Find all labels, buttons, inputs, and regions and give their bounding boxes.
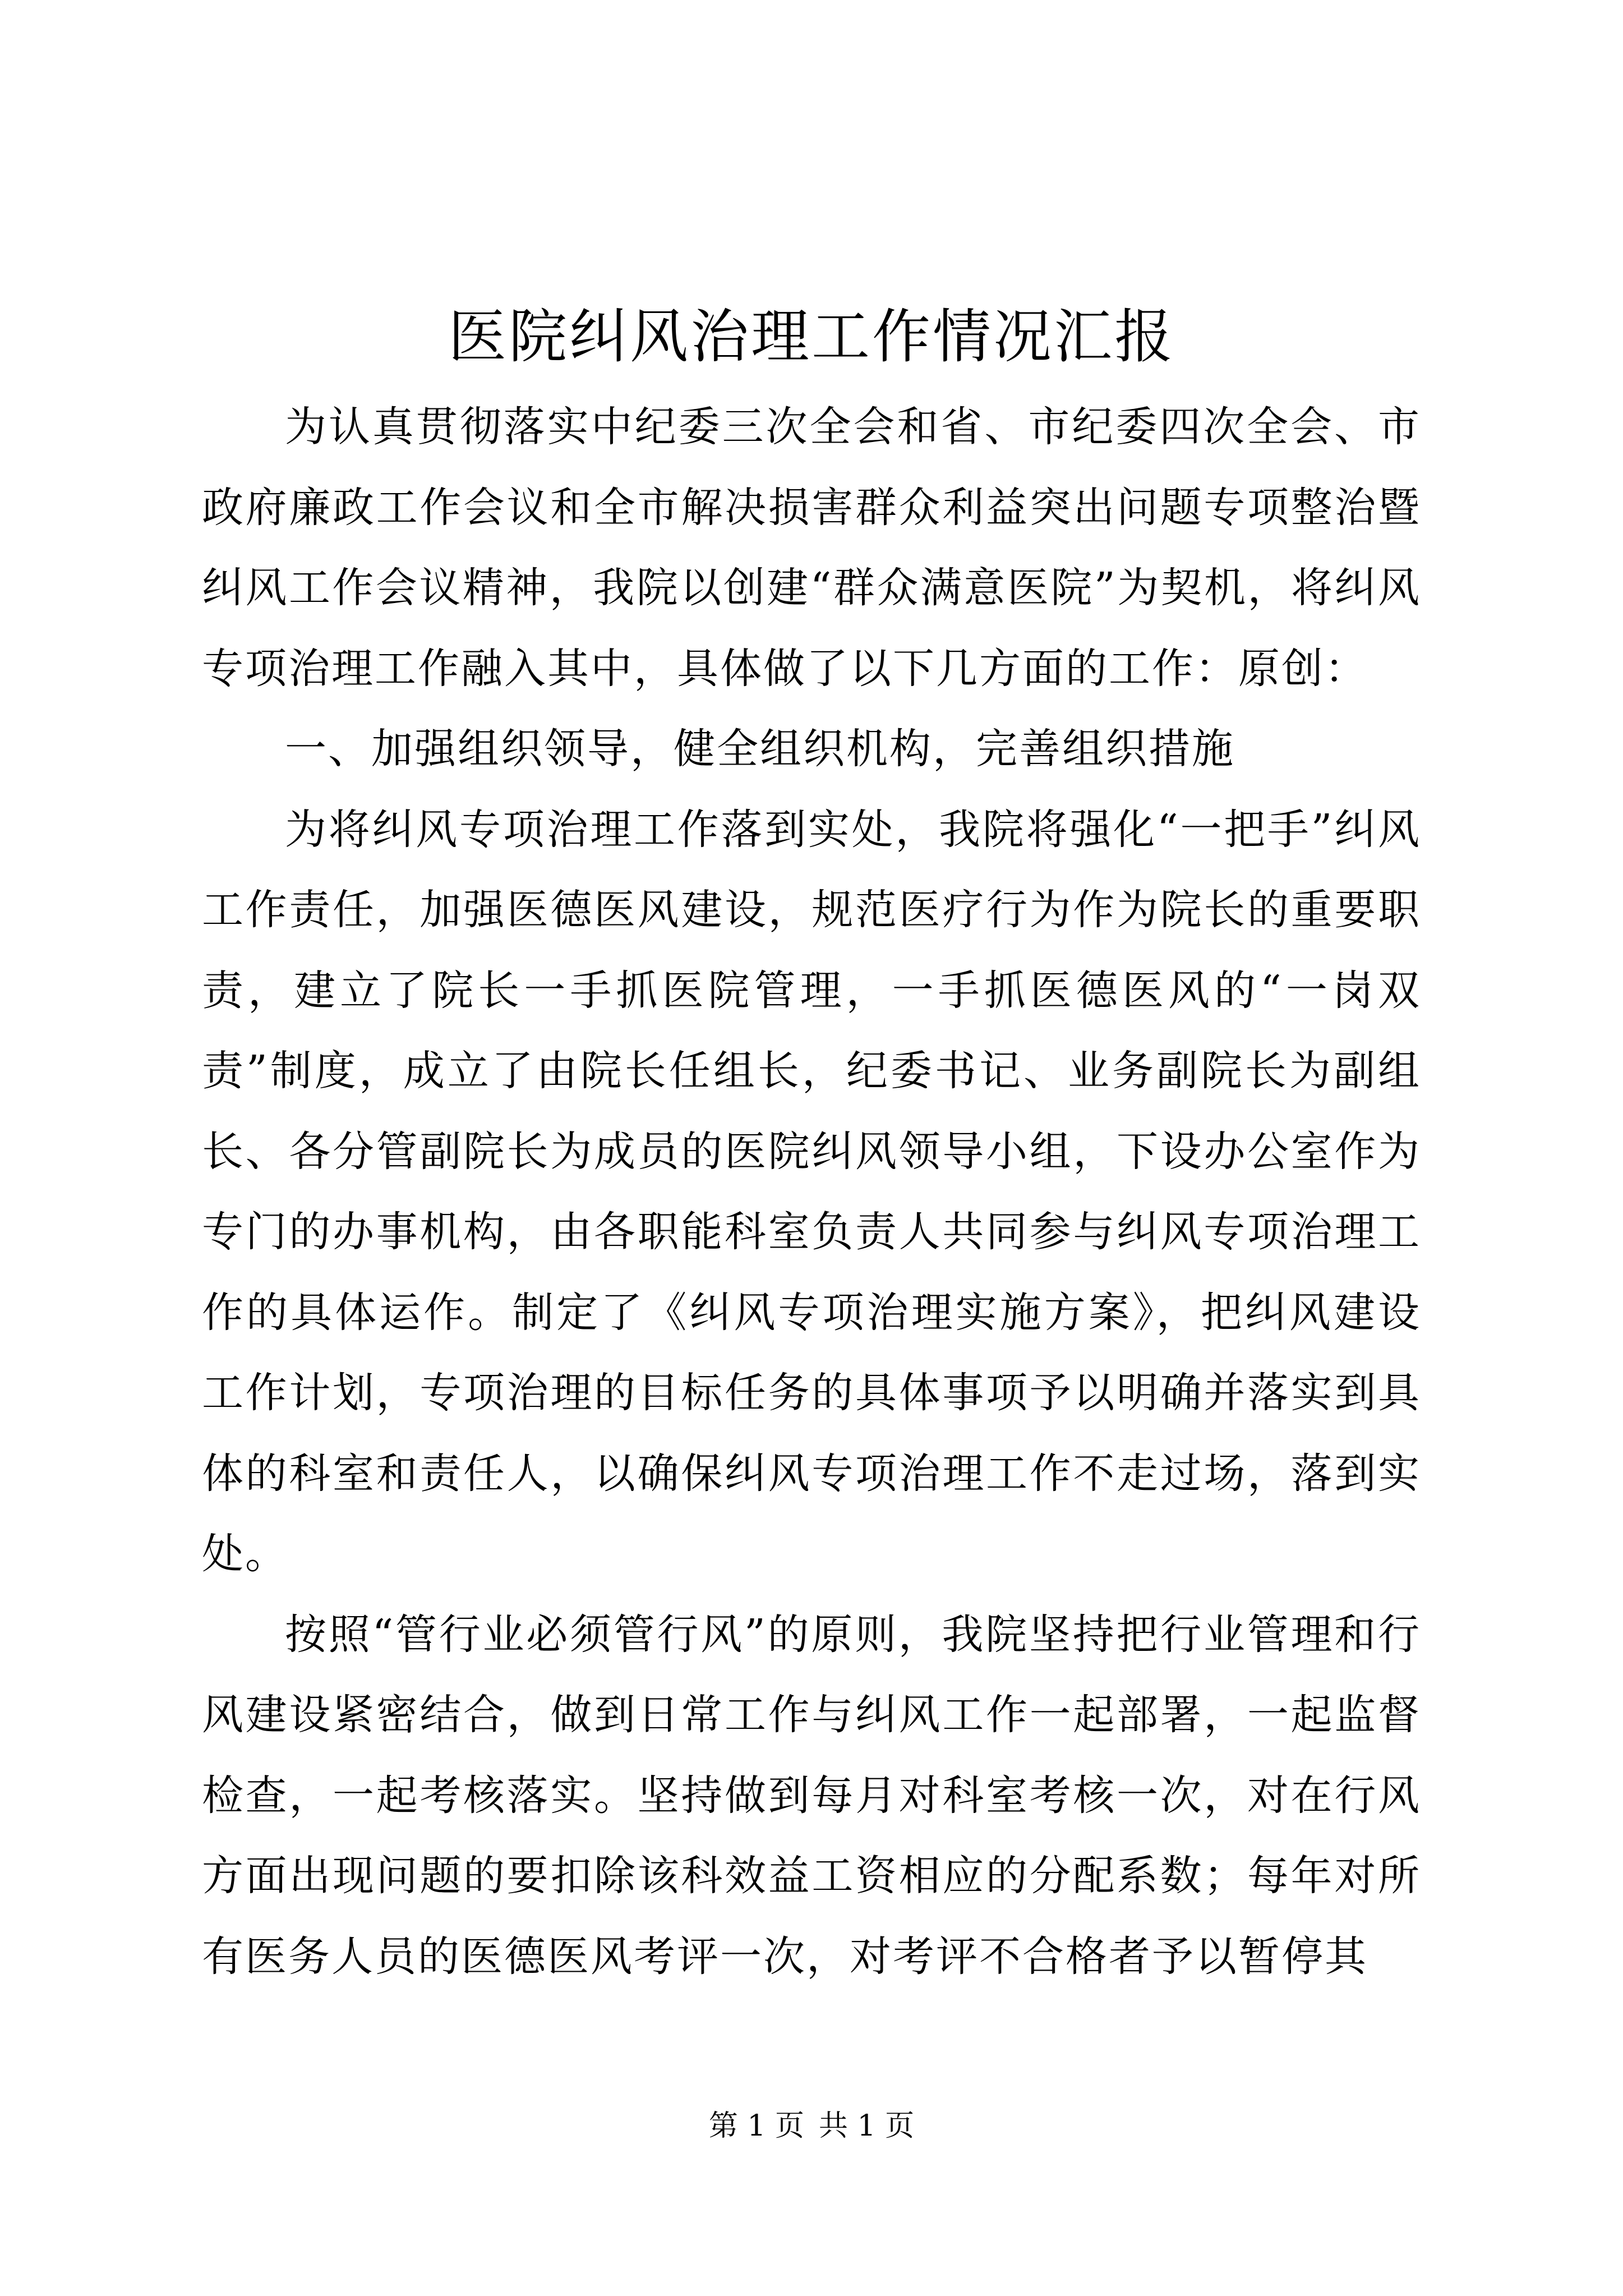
document-title: 医院纠风治理工作情况汇报 bbox=[448, 302, 1175, 371]
document-body bbox=[202, 387, 1421, 1997]
section-heading-1: 一、加强组织领导，健全组织机构，完善组织措施 bbox=[285, 725, 1235, 773]
paragraph-management: 按照“管行业必须管行风”的原则，我院坚持把行业管理和行风建设紧密结合，做到日常工作与纠风工作一起部署，一起监督检查，一起考核落实。坚持做到每月对科室考核一次，对在行风方面出现问题的要扣除该科效益工资相应的分配系数；每年对所有医务人员的医德医风考评一次，对考评不合格者予以暂停其 bbox=[202, 1610, 1421, 1981]
page-footer bbox=[0, 2106, 1623, 2146]
page-number: 第 1 页 bbox=[708, 2109, 804, 2143]
page-total: 共 1 页 bbox=[819, 2109, 915, 2143]
paragraph-organization: 为将纠风专项治理工作落到实处，我院将强化“一把手”纠风工作责任，加强医德医风建设，规范医疗行为作为院长的重要职责，建立了院长一手抓医院管理，一手抓医德医风的“一岗双责”制度，成立了由院长任组长，纪委书记、业务副院长为副组长、各分管副院长为成员的医院纠风领导小组，下设办公室作为专门的办事机构，由各职能科室负责人共同参与纠风专项治理工作的具体运作。制定了《纠风专项治理实施方案》，把纠风建设工作计划，专项治理的目标任务的具体事项予以明确并落实到具体的科室和责任人，以确保纠风专项治理工作不走过场，落到实处。 bbox=[202, 805, 1421, 1578]
paragraph-intro: 为认真贯彻落实中纪委三次全会和省、市纪委四次全会、市政府廉政工作会议和全市解决损害群众利益突出问题专项整治暨纠风工作会议精神，我院以创建“群众满意医院”为契机，将纠风专项治理工作融入其中，具体做了以下几方面的工作：原创： bbox=[202, 403, 1421, 693]
